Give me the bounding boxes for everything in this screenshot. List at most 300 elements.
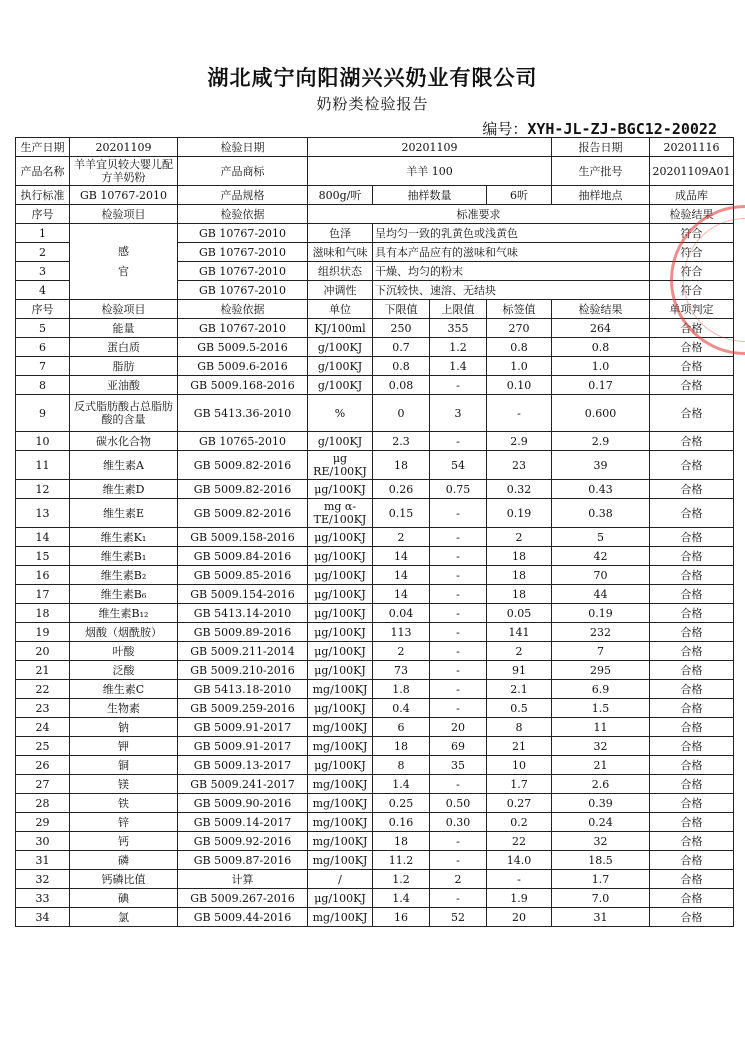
table-row: [16, 889, 734, 908]
basis-cell: GB 10767-2010: [178, 243, 308, 262]
max-value-cell: 0.75: [430, 480, 487, 499]
item-cell: 维生素K₁: [70, 528, 178, 547]
result-cell: 0.39: [552, 794, 650, 813]
judgement-cell: 合格: [650, 376, 734, 395]
item-cell: 维生素B₂: [70, 566, 178, 585]
max-value-cell: -: [430, 661, 487, 680]
result-cell: 符合: [650, 281, 734, 300]
header-cell: 标签值: [487, 300, 552, 319]
item-cell: 生物素: [70, 699, 178, 718]
max-value-cell: -: [430, 547, 487, 566]
max-value-cell: 69: [430, 737, 487, 756]
row-number-cell: 16: [16, 566, 70, 585]
max-value-cell: -: [430, 499, 487, 528]
label-value-cell: 141: [487, 623, 552, 642]
item-cell: 能量: [70, 319, 178, 338]
label-cell: 产品规格: [178, 186, 308, 205]
row-number-cell: 6: [16, 338, 70, 357]
item-cell: 泛酸: [70, 661, 178, 680]
basis-cell: GB 5413.14-2010: [178, 604, 308, 623]
min-value-cell: 0.04: [373, 604, 430, 623]
header-cell: 下限值: [373, 300, 430, 319]
unit-cell: μg/100KJ: [308, 642, 373, 661]
table-row: [16, 376, 734, 395]
unit-cell: μg/100KJ: [308, 756, 373, 775]
judgement-cell: 合格: [650, 319, 734, 338]
value-cell: 20201109: [308, 138, 552, 157]
min-value-cell: 2: [373, 528, 430, 547]
item-cell: 钾: [70, 737, 178, 756]
label-value-cell: 270: [487, 319, 552, 338]
basis-cell: GB 5009.90-2016: [178, 794, 308, 813]
item-cell: 碘: [70, 889, 178, 908]
label-value-cell: 0.27: [487, 794, 552, 813]
label-value-cell: -: [487, 870, 552, 889]
max-value-cell: -: [430, 604, 487, 623]
result-cell: 32: [552, 832, 650, 851]
item-cell: 脂肪: [70, 357, 178, 376]
min-value-cell: 0.08: [373, 376, 430, 395]
max-value-cell: -: [430, 775, 487, 794]
row-number-cell: 28: [16, 794, 70, 813]
sensory-item-cell: 组织状态: [308, 262, 373, 281]
label-value-cell: 0.05: [487, 604, 552, 623]
max-value-cell: 355: [430, 319, 487, 338]
row-number-cell: 1: [16, 224, 70, 243]
row-number-cell: 22: [16, 680, 70, 699]
serial-number: [482, 118, 717, 139]
basis-cell: GB 5009.92-2016: [178, 832, 308, 851]
company-name: 湖北咸宁向阳湖兴兴奶业有限公司: [207, 66, 538, 90]
item-cell: 烟酸（烟酰胺）: [70, 623, 178, 642]
header-cell: 检验依据: [178, 300, 308, 319]
max-value-cell: -: [430, 642, 487, 661]
judgement-cell: 合格: [650, 604, 734, 623]
judgement-cell: 合格: [650, 851, 734, 870]
judgement-cell: 合格: [650, 338, 734, 357]
row-number-cell: 20: [16, 642, 70, 661]
table-row: [16, 395, 734, 432]
label-value-cell: 21: [487, 737, 552, 756]
header-cell: 检验项目: [70, 205, 178, 224]
result-cell: 11: [552, 718, 650, 737]
item-cell: 维生素C: [70, 680, 178, 699]
unit-cell: KJ/100ml: [308, 319, 373, 338]
table-row: [16, 813, 734, 832]
min-value-cell: 0.26: [373, 480, 430, 499]
value-cell: 6听: [487, 186, 552, 205]
sensory-item-cell: 滋味和气味: [308, 243, 373, 262]
result-cell: 18.5: [552, 851, 650, 870]
judgement-cell: 合格: [650, 832, 734, 851]
min-value-cell: 18: [373, 832, 430, 851]
min-value-cell: 0.16: [373, 813, 430, 832]
judgement-cell: 合格: [650, 775, 734, 794]
sensory-section: [16, 224, 734, 300]
header-cell: 序号: [16, 205, 70, 224]
unit-cell: mg/100KJ: [308, 908, 373, 927]
header-cell: 检验结果: [552, 300, 650, 319]
sensory-item-cell: 冲调性: [308, 281, 373, 300]
min-value-cell: 0.4: [373, 699, 430, 718]
min-value-cell: 18: [373, 451, 430, 480]
min-value-cell: 16: [373, 908, 430, 927]
table-row: [16, 338, 734, 357]
min-value-cell: 14: [373, 547, 430, 566]
label-value-cell: 0.8: [487, 338, 552, 357]
info-section: [16, 138, 734, 224]
row-number-cell: 31: [16, 851, 70, 870]
inspection-table: [15, 137, 734, 927]
row-number-cell: 4: [16, 281, 70, 300]
group-label: 感: [118, 244, 129, 258]
basis-cell: GB 5009.259-2016: [178, 699, 308, 718]
min-value-cell: 113: [373, 623, 430, 642]
unit-cell: mg/100KJ: [308, 680, 373, 699]
label-value-cell: 0.19: [487, 499, 552, 528]
min-value-cell: 11.2: [373, 851, 430, 870]
min-value-cell: 1.4: [373, 889, 430, 908]
max-value-cell: -: [430, 585, 487, 604]
row-number-cell: 34: [16, 908, 70, 927]
row-number-cell: 25: [16, 737, 70, 756]
info-row-2: [16, 157, 734, 186]
item-cell: 碳水化合物: [70, 432, 178, 451]
basis-cell: GB 5009.158-2016: [178, 528, 308, 547]
sensory-group-cell: [70, 224, 178, 300]
row-number-cell: 7: [16, 357, 70, 376]
label-cell: 产品商标: [178, 157, 308, 186]
judgement-cell: 合格: [650, 585, 734, 604]
value-cell: 成品库: [650, 186, 734, 205]
min-value-cell: 250: [373, 319, 430, 338]
item-cell: 钙: [70, 832, 178, 851]
basis-cell: GB 5009.210-2016: [178, 661, 308, 680]
min-value-cell: 8: [373, 756, 430, 775]
judgement-cell: 合格: [650, 756, 734, 775]
item-cell: 叶酸: [70, 642, 178, 661]
row-number-cell: 12: [16, 480, 70, 499]
judgement-cell: 合格: [650, 870, 734, 889]
unit-cell: mg/100KJ: [308, 794, 373, 813]
table-row: [16, 642, 734, 661]
min-value-cell: 18: [373, 737, 430, 756]
judgement-cell: 合格: [650, 718, 734, 737]
result-cell: 6.9: [552, 680, 650, 699]
item-cell: 锌: [70, 813, 178, 832]
max-value-cell: 1.4: [430, 357, 487, 376]
table-row: [16, 699, 734, 718]
judgement-cell: 合格: [650, 480, 734, 499]
label-value-cell: 18: [487, 566, 552, 585]
result-cell: 0.600: [552, 395, 650, 432]
result-cell: 1.5: [552, 699, 650, 718]
value-cell: 20201109: [70, 138, 178, 157]
unit-cell: /: [308, 870, 373, 889]
row-number-cell: 14: [16, 528, 70, 547]
item-cell: 磷: [70, 851, 178, 870]
item-cell: 铜: [70, 756, 178, 775]
unit-cell: mg/100KJ: [308, 737, 373, 756]
table-row: [16, 851, 734, 870]
row-number-cell: 5: [16, 319, 70, 338]
min-value-cell: 1.4: [373, 775, 430, 794]
unit-cell: μg/100KJ: [308, 623, 373, 642]
min-value-cell: 0.7: [373, 338, 430, 357]
max-value-cell: 2: [430, 870, 487, 889]
unit-cell: μg/100KJ: [308, 547, 373, 566]
max-value-cell: -: [430, 699, 487, 718]
value-cell: 羊羊宜贝较大婴儿配方羊奶粉: [70, 157, 178, 186]
unit-cell: %: [308, 395, 373, 432]
min-value-cell: 0.8: [373, 357, 430, 376]
label-value-cell: 18: [487, 585, 552, 604]
header-cell: 上限值: [430, 300, 487, 319]
basis-cell: GB 5009.82-2016: [178, 499, 308, 528]
unit-cell: g/100KJ: [308, 376, 373, 395]
label-value-cell: 8: [487, 718, 552, 737]
report-title: 奶粉类检验报告: [316, 95, 429, 113]
label-cell: 抽样地点: [552, 186, 650, 205]
label-value-cell: 1.7: [487, 775, 552, 794]
unit-cell: μg/100KJ: [308, 480, 373, 499]
max-value-cell: 0.30: [430, 813, 487, 832]
unit-cell: mg/100KJ: [308, 775, 373, 794]
judgement-cell: 合格: [650, 661, 734, 680]
result-cell: 符合: [650, 262, 734, 281]
table-row: [16, 623, 734, 642]
label-value-cell: 14.0: [487, 851, 552, 870]
row-number-cell: 15: [16, 547, 70, 566]
unit-cell: μg/100KJ: [308, 661, 373, 680]
max-value-cell: -: [430, 832, 487, 851]
label-cell: 抽样数量: [373, 186, 487, 205]
basis-cell: GB 5009.211-2014: [178, 642, 308, 661]
result-cell: 0.17: [552, 376, 650, 395]
basis-cell: GB 5009.82-2016: [178, 451, 308, 480]
label-cell: 执行标准: [16, 186, 70, 205]
basis-cell: GB 5009.85-2016: [178, 566, 308, 585]
item-cell: 维生素A: [70, 451, 178, 480]
min-value-cell: 0.15: [373, 499, 430, 528]
item-cell: 钙磷比值: [70, 870, 178, 889]
judgement-cell: 合格: [650, 357, 734, 376]
result-cell: 7.0: [552, 889, 650, 908]
table-row: [16, 870, 734, 889]
basis-cell: GB 10767-2010: [178, 319, 308, 338]
unit-cell: μg/100KJ: [308, 528, 373, 547]
header-cell: 标准要求: [308, 205, 650, 224]
row-number-cell: 10: [16, 432, 70, 451]
row-number-cell: 17: [16, 585, 70, 604]
row-number-cell: 27: [16, 775, 70, 794]
unit-cell: mg/100KJ: [308, 718, 373, 737]
basis-cell: GB 5009.82-2016: [178, 480, 308, 499]
min-value-cell: 14: [373, 585, 430, 604]
sensory-item-cell: 色泽: [308, 224, 373, 243]
requirement-cell: 下沉较快、速溶、无结块: [373, 281, 650, 300]
min-value-cell: 73: [373, 661, 430, 680]
result-cell: 264: [552, 319, 650, 338]
requirement-cell: 干燥、均匀的粉末: [373, 262, 650, 281]
min-value-cell: 2: [373, 642, 430, 661]
header-cell: 单位: [308, 300, 373, 319]
item-cell: 氯: [70, 908, 178, 927]
max-value-cell: -: [430, 623, 487, 642]
item-cell: 反式脂肪酸占总脂肪酸的含量: [70, 395, 178, 432]
max-value-cell: -: [430, 376, 487, 395]
basis-cell: GB 5009.5-2016: [178, 338, 308, 357]
physchem-header-row: [16, 300, 734, 319]
unit-cell: mg/100KJ: [308, 832, 373, 851]
result-cell: 0.19: [552, 604, 650, 623]
max-value-cell: -: [430, 889, 487, 908]
item-cell: 维生素E: [70, 499, 178, 528]
result-cell: 符合: [650, 243, 734, 262]
requirement-cell: 具有本产品应有的滋味和气味: [373, 243, 650, 262]
judgement-cell: 合格: [650, 451, 734, 480]
serial-value: XYH-JL-ZJ-BGC12-20022: [527, 120, 717, 138]
judgement-cell: 合格: [650, 908, 734, 927]
row-number-cell: 33: [16, 889, 70, 908]
unit-cell: μg/100KJ: [308, 699, 373, 718]
header-cell: 序号: [16, 300, 70, 319]
basis-cell: GB 10767-2010: [178, 281, 308, 300]
max-value-cell: 35: [430, 756, 487, 775]
label-value-cell: 0.10: [487, 376, 552, 395]
unit-cell: μg/100KJ: [308, 585, 373, 604]
table-row: [16, 499, 734, 528]
min-value-cell: 1.8: [373, 680, 430, 699]
judgement-cell: 合格: [650, 432, 734, 451]
basis-cell: GB 5009.14-2017: [178, 813, 308, 832]
min-value-cell: 2.3: [373, 432, 430, 451]
unit-cell: μg RE/100KJ: [308, 451, 373, 480]
table-row: [16, 604, 734, 623]
unit-cell: mg α-TE/100KJ: [308, 499, 373, 528]
result-cell: 1.7: [552, 870, 650, 889]
item-cell: 维生素B₁₂: [70, 604, 178, 623]
label-cell: 报告日期: [552, 138, 650, 157]
sensory-header-row: [16, 205, 734, 224]
item-cell: 钠: [70, 718, 178, 737]
label-cell: 检验日期: [178, 138, 308, 157]
min-value-cell: 1.2: [373, 870, 430, 889]
basis-cell: GB 10767-2010: [178, 224, 308, 243]
row-number-cell: 23: [16, 699, 70, 718]
max-value-cell: 3: [430, 395, 487, 432]
table-row: [16, 224, 734, 243]
value-cell: 20201116: [650, 138, 734, 157]
max-value-cell: -: [430, 566, 487, 585]
serial-label: 编号：: [482, 120, 528, 138]
result-cell: 21: [552, 756, 650, 775]
basis-cell: GB 5009.44-2016: [178, 908, 308, 927]
basis-cell: GB 5009.154-2016: [178, 585, 308, 604]
label-cell: 生产批号: [552, 157, 650, 186]
max-value-cell: -: [430, 851, 487, 870]
value-cell: 羊羊 100: [308, 157, 552, 186]
min-value-cell: 0.25: [373, 794, 430, 813]
result-cell: 2.9: [552, 432, 650, 451]
basis-cell: 计算: [178, 870, 308, 889]
basis-cell: GB 5009.168-2016: [178, 376, 308, 395]
result-cell: 32: [552, 737, 650, 756]
item-cell: 蛋白质: [70, 338, 178, 357]
table-row: [16, 794, 734, 813]
table-row: [16, 832, 734, 851]
judgement-cell: 合格: [650, 889, 734, 908]
result-cell: 0.8: [552, 338, 650, 357]
judgement-cell: 合格: [650, 794, 734, 813]
basis-cell: GB 5009.241-2017: [178, 775, 308, 794]
row-number-cell: 2: [16, 243, 70, 262]
unit-cell: g/100KJ: [308, 357, 373, 376]
table-row: [16, 432, 734, 451]
table-row: [16, 585, 734, 604]
label-value-cell: 2: [487, 642, 552, 661]
table-row: [16, 547, 734, 566]
basis-cell: GB 5009.84-2016: [178, 547, 308, 566]
header-cell: 检验项目: [70, 300, 178, 319]
result-cell: 232: [552, 623, 650, 642]
label-value-cell: 1.9: [487, 889, 552, 908]
unit-cell: g/100KJ: [308, 432, 373, 451]
result-cell: 0.43: [552, 480, 650, 499]
basis-cell: GB 5413.36-2010: [178, 395, 308, 432]
basis-cell: GB 5413.18-2010: [178, 680, 308, 699]
table-row: [16, 480, 734, 499]
min-value-cell: 0: [373, 395, 430, 432]
result-cell: 0.38: [552, 499, 650, 528]
label-value-cell: 2.1: [487, 680, 552, 699]
max-value-cell: 0.50: [430, 794, 487, 813]
table-row: [16, 528, 734, 547]
header-cell: 单项判定: [650, 300, 734, 319]
value-cell: 20201109A01: [650, 157, 734, 186]
basis-cell: GB 5009.89-2016: [178, 623, 308, 642]
label-value-cell: 18: [487, 547, 552, 566]
info-row-1: [16, 138, 734, 157]
result-cell: 符合: [650, 224, 734, 243]
table-row: [16, 566, 734, 585]
unit-cell: μg/100KJ: [308, 889, 373, 908]
item-cell: 维生素B₁: [70, 547, 178, 566]
requirement-cell: 呈均匀一致的乳黄色或浅黄色: [373, 224, 650, 243]
table-row: [16, 661, 734, 680]
table-row: [16, 319, 734, 338]
judgement-cell: 合格: [650, 528, 734, 547]
judgement-cell: 合格: [650, 737, 734, 756]
min-value-cell: 14: [373, 566, 430, 585]
basis-cell: GB 5009.267-2016: [178, 889, 308, 908]
label-value-cell: 91: [487, 661, 552, 680]
result-cell: 5: [552, 528, 650, 547]
label-value-cell: 23: [487, 451, 552, 480]
label-cell: 生产日期: [16, 138, 70, 157]
row-number-cell: 21: [16, 661, 70, 680]
info-row-3: [16, 186, 734, 205]
max-value-cell: 20: [430, 718, 487, 737]
basis-cell: GB 5009.91-2017: [178, 737, 308, 756]
label-value-cell: 0.32: [487, 480, 552, 499]
result-cell: 42: [552, 547, 650, 566]
physchem-section: [16, 300, 734, 927]
basis-cell: GB 5009.91-2017: [178, 718, 308, 737]
item-cell: 亚油酸: [70, 376, 178, 395]
table-row: [16, 737, 734, 756]
label-value-cell: 2: [487, 528, 552, 547]
